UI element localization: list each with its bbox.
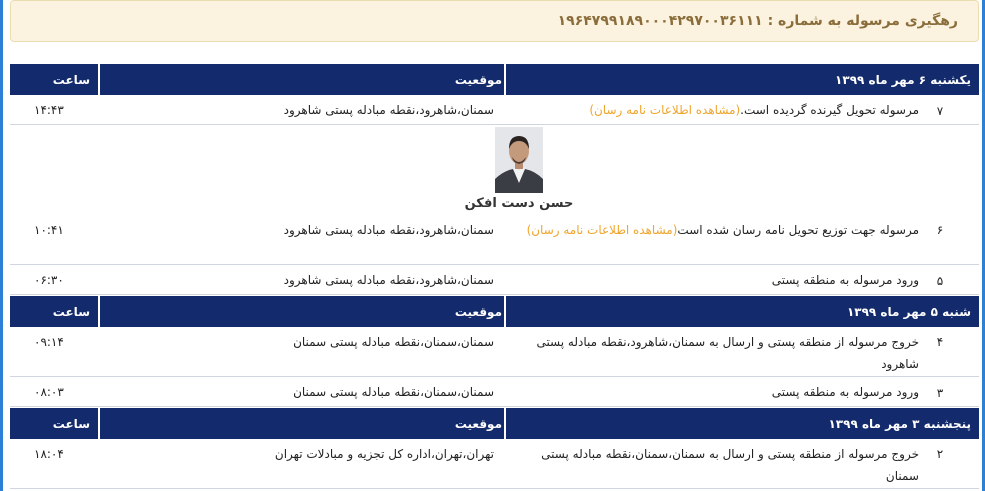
event-number: ۵	[936, 274, 944, 288]
group-header-2	[10, 408, 979, 439]
courier-card	[419, 127, 619, 215]
view-courier-info-link[interactable]: (مشاهده اطلاعات نامه رسان)	[526, 223, 678, 237]
event-time: ۱۸:۰۴	[34, 447, 64, 461]
event-description	[507, 331, 919, 375]
event-description	[507, 99, 919, 121]
group-header-1	[10, 296, 979, 327]
event-description	[507, 219, 919, 241]
courier-name: حسن دست افکن	[464, 196, 574, 211]
event-description	[507, 381, 919, 403]
event-location: سمنان،شاهرود،نقطه مبادله پستی شاهرود	[283, 273, 494, 287]
event-description	[507, 443, 919, 487]
left-accent-strip	[0, 0, 3, 491]
event-number: ۶	[936, 223, 944, 237]
date-header-cell: پنجشنبه ۳ مهر ماه ۱۳۹۹	[506, 408, 979, 439]
date-header-cell: یکشنبه ۶ مهر ماه ۱۳۹۹	[506, 64, 979, 95]
event-number: ۴	[936, 335, 944, 349]
date-header-cell: شنبه ۵ مهر ماه ۱۳۹۹	[506, 296, 979, 327]
event-location: سمنان،سمنان،نقطه مبادله پستی سمنان	[293, 335, 494, 349]
event-time: ۱۴:۴۳	[34, 103, 64, 117]
event-row	[10, 327, 979, 377]
event-location: سمنان،شاهرود،نقطه مبادله پستی شاهرود	[283, 103, 494, 117]
tracking-title: رهگیری مرسوله به شماره : ۱۹۶۴۷۹۹۱۸۹۰۰۰۴۲۹۷۰۰۳۶۱۱۱	[557, 13, 958, 29]
event-time: ۱۰:۴۱	[34, 223, 64, 237]
event-location: تهران،تهران،اداره کل تجزیه و مبادلات تهران	[274, 447, 494, 461]
event-location: سمنان،سمنان،نقطه مبادله پستی سمنان	[293, 385, 494, 399]
event-time: ۰۸:۰۳	[34, 385, 64, 399]
event-text: مرسوله جهت توزیع تحویل نامه رسان شده است	[677, 223, 919, 237]
location-header-cell: موقعیت	[100, 296, 504, 327]
event-time: ۰۹:۱۴	[34, 335, 64, 349]
event-number: ۷	[936, 104, 944, 118]
time-header-cell: ساعت	[10, 408, 98, 439]
event-number: ۲	[936, 447, 944, 461]
location-header-cell: موقعیت	[100, 408, 504, 439]
event-text: مرسوله تحویل گیرنده گردیده است.	[740, 103, 919, 117]
event-number: ۳	[936, 386, 944, 400]
event-text: ورود مرسوله به منطقه پستی	[771, 273, 919, 287]
courier-photo	[495, 127, 543, 193]
event-row	[10, 439, 979, 489]
event-row	[10, 95, 979, 125]
event-row	[10, 265, 979, 295]
view-courier-info-link[interactable]: (مشاهده اطلاعات نامه رسان)	[589, 103, 741, 117]
time-header-cell: ساعت	[10, 64, 98, 95]
event-text: ورود مرسوله به منطقه پستی	[771, 385, 919, 399]
event-time: ۰۶:۳۰	[34, 273, 64, 287]
group-header-0	[10, 64, 979, 95]
time-header-cell: ساعت	[10, 296, 98, 327]
tracking-title-box	[10, 0, 979, 42]
event-description	[507, 269, 919, 291]
event-text: خروج مرسوله از منطقه پستی و ارسال به سمنان،شاهرود،نقطه مبادله پستی شاهرود	[536, 335, 919, 371]
location-header-cell: موقعیت	[100, 64, 504, 95]
event-text: خروج مرسوله از منطقه پستی و ارسال به سمنان،سمنان،نقطه مبادله پستی سمنان	[541, 447, 919, 483]
event-location: سمنان،شاهرود،نقطه مبادله پستی شاهرود	[283, 223, 494, 237]
event-row	[10, 377, 979, 407]
